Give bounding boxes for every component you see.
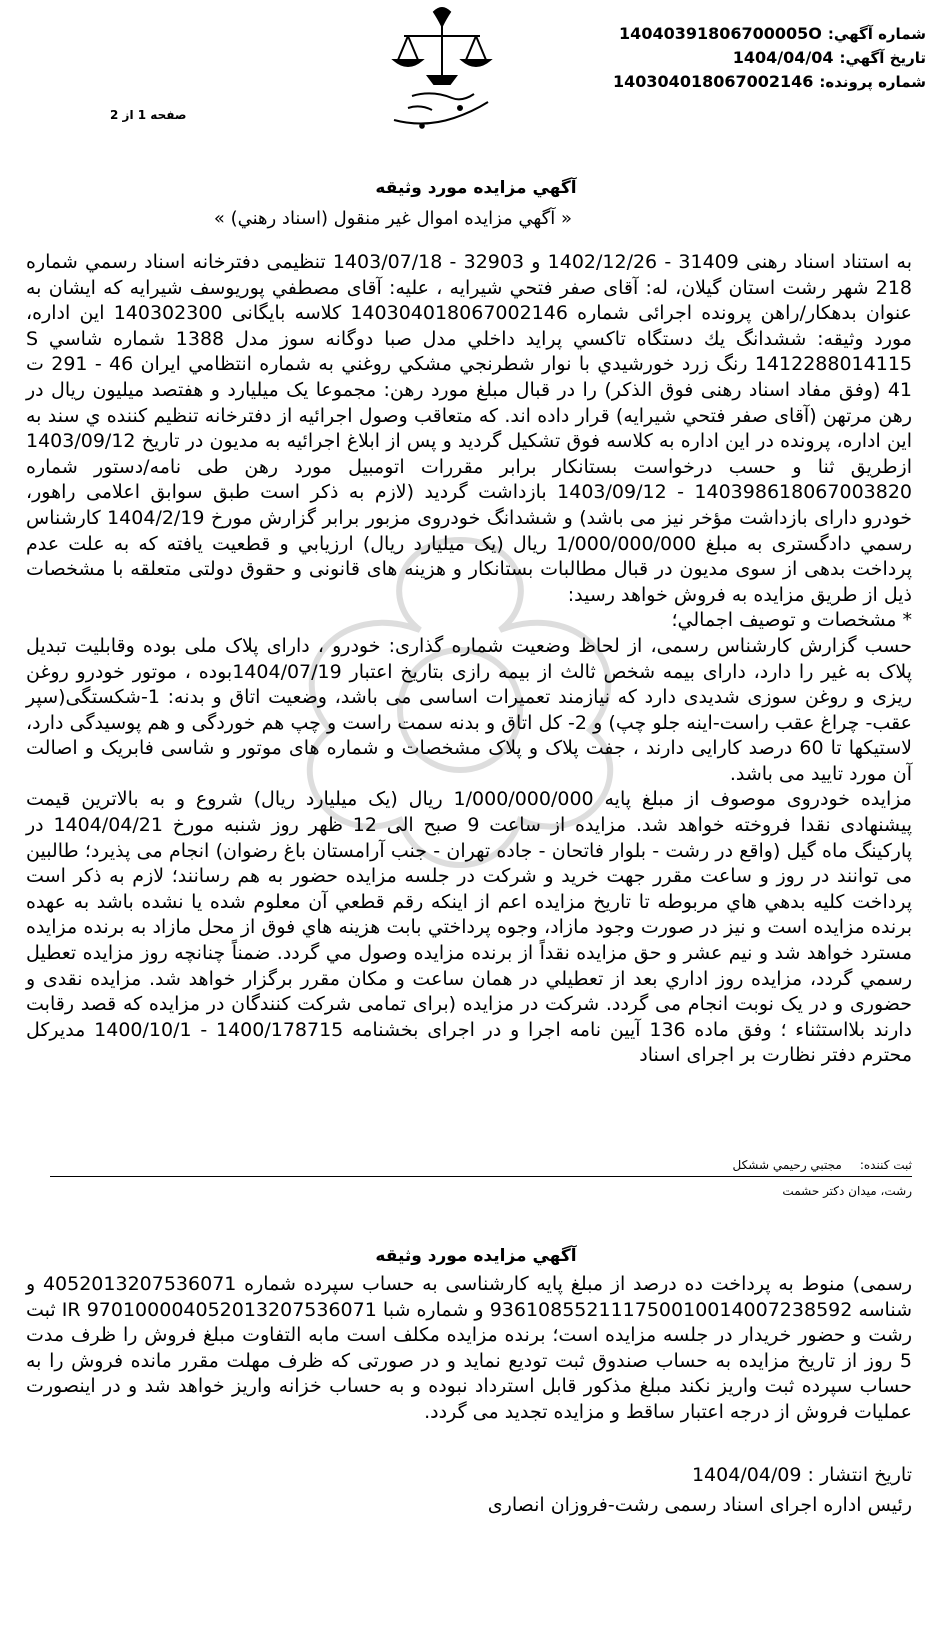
page-indicator: صفحه 1 از 2 <box>110 108 187 122</box>
notice-date-label: تاريخ آگهي: <box>839 49 926 67</box>
publish-date-row <box>692 1464 912 1486</box>
registrar-name: مجتبي رحيمي ششکل <box>732 1158 842 1172</box>
publish-date: 1404/04/09 <box>691 1464 802 1486</box>
registrar-address: رشت، ميدان دكتر حشمت <box>782 1184 912 1198</box>
case-number-row <box>606 70 926 94</box>
case-number: 140304018067002146 <box>613 72 814 91</box>
body-paragraph: حسب گزارش کارشناس رسمی، از لحاظ وضعيت شماره گذاری: خودرو ، دارای پلاک ملی بوده وقابليت تبديل پلاک به غير را دارد، دارای بيمه شخص ثالث از بيمه رازی بتاريخ اعتبار 1404/07/19بوده ، موتور خودرو روغن ريزی و روغن سوزی شديدی دارد که نيازمند تعميرات اساسی می باشد، وضعيت اتاق و بدنه: 1-شکستگی(سپر عقب- چراغ عقب راست-اينه جلو چپ) و 2- کل اتاق و بدنه سمت راست و چپ هم خوردگی و هم پوسيدگی دارد، لاستيکها تا 60 درصد کارايی دارند ، جفت پلاک و پلاک مشخصات و شماره های موتور و شاسی فابريک و اصالت آن مورد تاييد می باشد. <box>26 634 913 785</box>
notice-number-row <box>606 22 926 46</box>
body-paragraph: مزايده خودروی موصوف از مبلغ پايه 1/000/000/000 ريال (يک ميليارد ريال) شروع و به بالاترين قيمت پيشنهادی نقدا فروخته خواهد شد. مزايده از ساعت 9 صبح الی 12 ظهر روز شنبه مورخ 1404/04/21 در پارکينگ ماه گيل (واقع در رشت - بلوار فاتحان - جاده تهران - جنب آرامستان باغ رضوان) انجام می پذيرد؛ طالبين می توانند در روز و ساعت مقرر جهت خريد و شرکت در جلسه مزايده حضور به هم رسانند؛ لازم به ذكر است پرداخت كليه بدهي هاي مربوطه تا تاريخ مزايده اعم از اينكه رقم قطعي آن معلوم شده يا نشده باشد به عهده برنده مزايده است و نيز در صورت وجود مازاد، وجوه پرداختي بابت هزينه هاي فوق از محل مازاد به برنده مزايده مسترد خواهد شد و نيم عشر و حق مزايده نقداً از برنده مزايده وصول مي گردد. ضمناً چنانچه روز مزايده تعطيل رسمي گردد، مزايده روز اداري بعد از تعطيلي در همان ساعت و مكان مقرر برگزار خواهد شد. مزايده نقدی و حضوری و در يک نوبت انجام می گردد. شرکت در مزايده (برای تمامی شرکت کنندگان در مزايده که قصد رقابت دارند بلااستثناء ؛ وفق ماده 136 آيين نامه اجرا و در اجرای بخشنامه 1400/178715 - 1400/10/1 مديركل محترم دفتر نظارت بر اجرای اسناد <box>26 788 913 1067</box>
notice-date: 1404/04/04 <box>732 48 834 67</box>
registrar <box>733 1158 912 1172</box>
publish-date-label: تاريخ انتشار : <box>807 1464 912 1486</box>
notice-number: 14040391806700005O <box>619 24 822 43</box>
notice-meta <box>606 22 926 94</box>
case-number-label: شماره پرونده: <box>819 73 926 91</box>
judiciary-emblem-icon <box>382 4 502 134</box>
notice-number-label: شماره آگهي: <box>827 25 926 43</box>
notice-body <box>26 250 912 1069</box>
body-paragraph: به استناد اسناد رهنی 31409 - 1402/12/26 و 32903 - 1403/07/18 تنظيمی دفترخانه اسناد رسمي شماره 218 شهر رشت استان گيلان، له: آقای صفر فتحي شيرايه ، عليه: آقای مصطفي پوريوسف شيرايه که ايشان به عنوان بدهکار/راهن پرونده اجرائی شماره 140304018067002146 کلاسه بايگانی 140302300 اين اداره، مورد وثيقه: ششدانگ يك دستگاه تاکسي پرايد داخلي مدل صبا دوگانه سوز مدل 1388 شماره شاسي S 1412288014115 رنگ زرد خورشيدي با نوار شطرنجي مشكي روغني به شماره انتظامي ايران 46 - 291 ت 41 (وفق مفاد اسناد رهنی فوق الذكر) را در قبال مبلغ مورد رهن: مجموعا يک ميليارد و هفتصد ميليون ريال در رهن مرتهن (آقای صفر فتحي شيرايه) قرار داده اند. که متعاقب وصول اجرائيه از دفترخانه تنظيم كننده ي سند به اين اداره، پرونده در اين اداره به کلاسه فوق تشکيل گرديد و پس از ابلاغ اجرائيه به مديون در تاريخ 1403/09/12 ازطريق ثنا و حسب درخواست بستانكار برابر مقررات اتومبيل مورد رهن طی نامه/دستور شماره 140398618067003820 - 1403/09/12 بازداشت گرديد (لازم به ذکر است طبق سوابق اعلامی راهور، خودرو دارای بازداشت مؤخر نيز می باشد) و ششدانگ خودروی مزبور برابر گزارش مورخ 1404/2/19 کارشناس رسمي دادگستری به مبلغ 1/000/000/000 ريال (يک ميليارد ريال) ارزيابي و قطعيت يافته که به علت عدم پرداخت بدهی از سوی مديون در قبال مطالبات بستانکار و هزينه های قانونی و حقوق دولتی متعلقه با مشخصات ذيل از طريق مزايده به فروش خواهد رسيد: <box>26 251 913 606</box>
notice-body-continued: رسمی) منوط به پرداخت ده درصد از مبلغ پايه کارشناسی به حساب سپرده شماره 4052013207536071 و شناسه 936108552111750010014007238592 و شماره شبا IR 970100004052013207536071 ثبت رشت و حضور خريدار در جلسه مزايده است؛ برنده مزايده مکلف است مابه التفاوت مبلغ فروش را ظرف مدت 5 روز از تاريخ مزايده به حساب صندوق ثبت توديع نمايد و در صورتی که ظرف مهلت مقرر مانده فروش را به حساب سپرده ثبت واريز نکند مبلغ مذکور قابل استرداد نبوده و به حساب خزانه واريز خواهد شد و در اينصورت عمليات فروش از درجه اعتبار ساقط و مزايده تجديد می گردد. <box>26 1273 912 1423</box>
divider <box>50 1176 912 1177</box>
notice-title-continued: آگهي مزايده مورد وثيقه <box>375 1246 577 1266</box>
signer: رئيس اداره اجرای اسناد رسمی رشت-فروزان انصاری <box>487 1494 912 1516</box>
notice-subtitle: « آگهي مزايده اموال غير منقول (اسناد رهني) » <box>213 208 572 229</box>
notice-date-row <box>606 46 926 70</box>
notice-title: آگهي مزايده مورد وثيقه <box>375 178 577 198</box>
registrar-label: ثبت كننده: <box>859 1158 912 1172</box>
specs-heading: * مشخصات و توصيف اجمالي؛ <box>671 609 912 632</box>
